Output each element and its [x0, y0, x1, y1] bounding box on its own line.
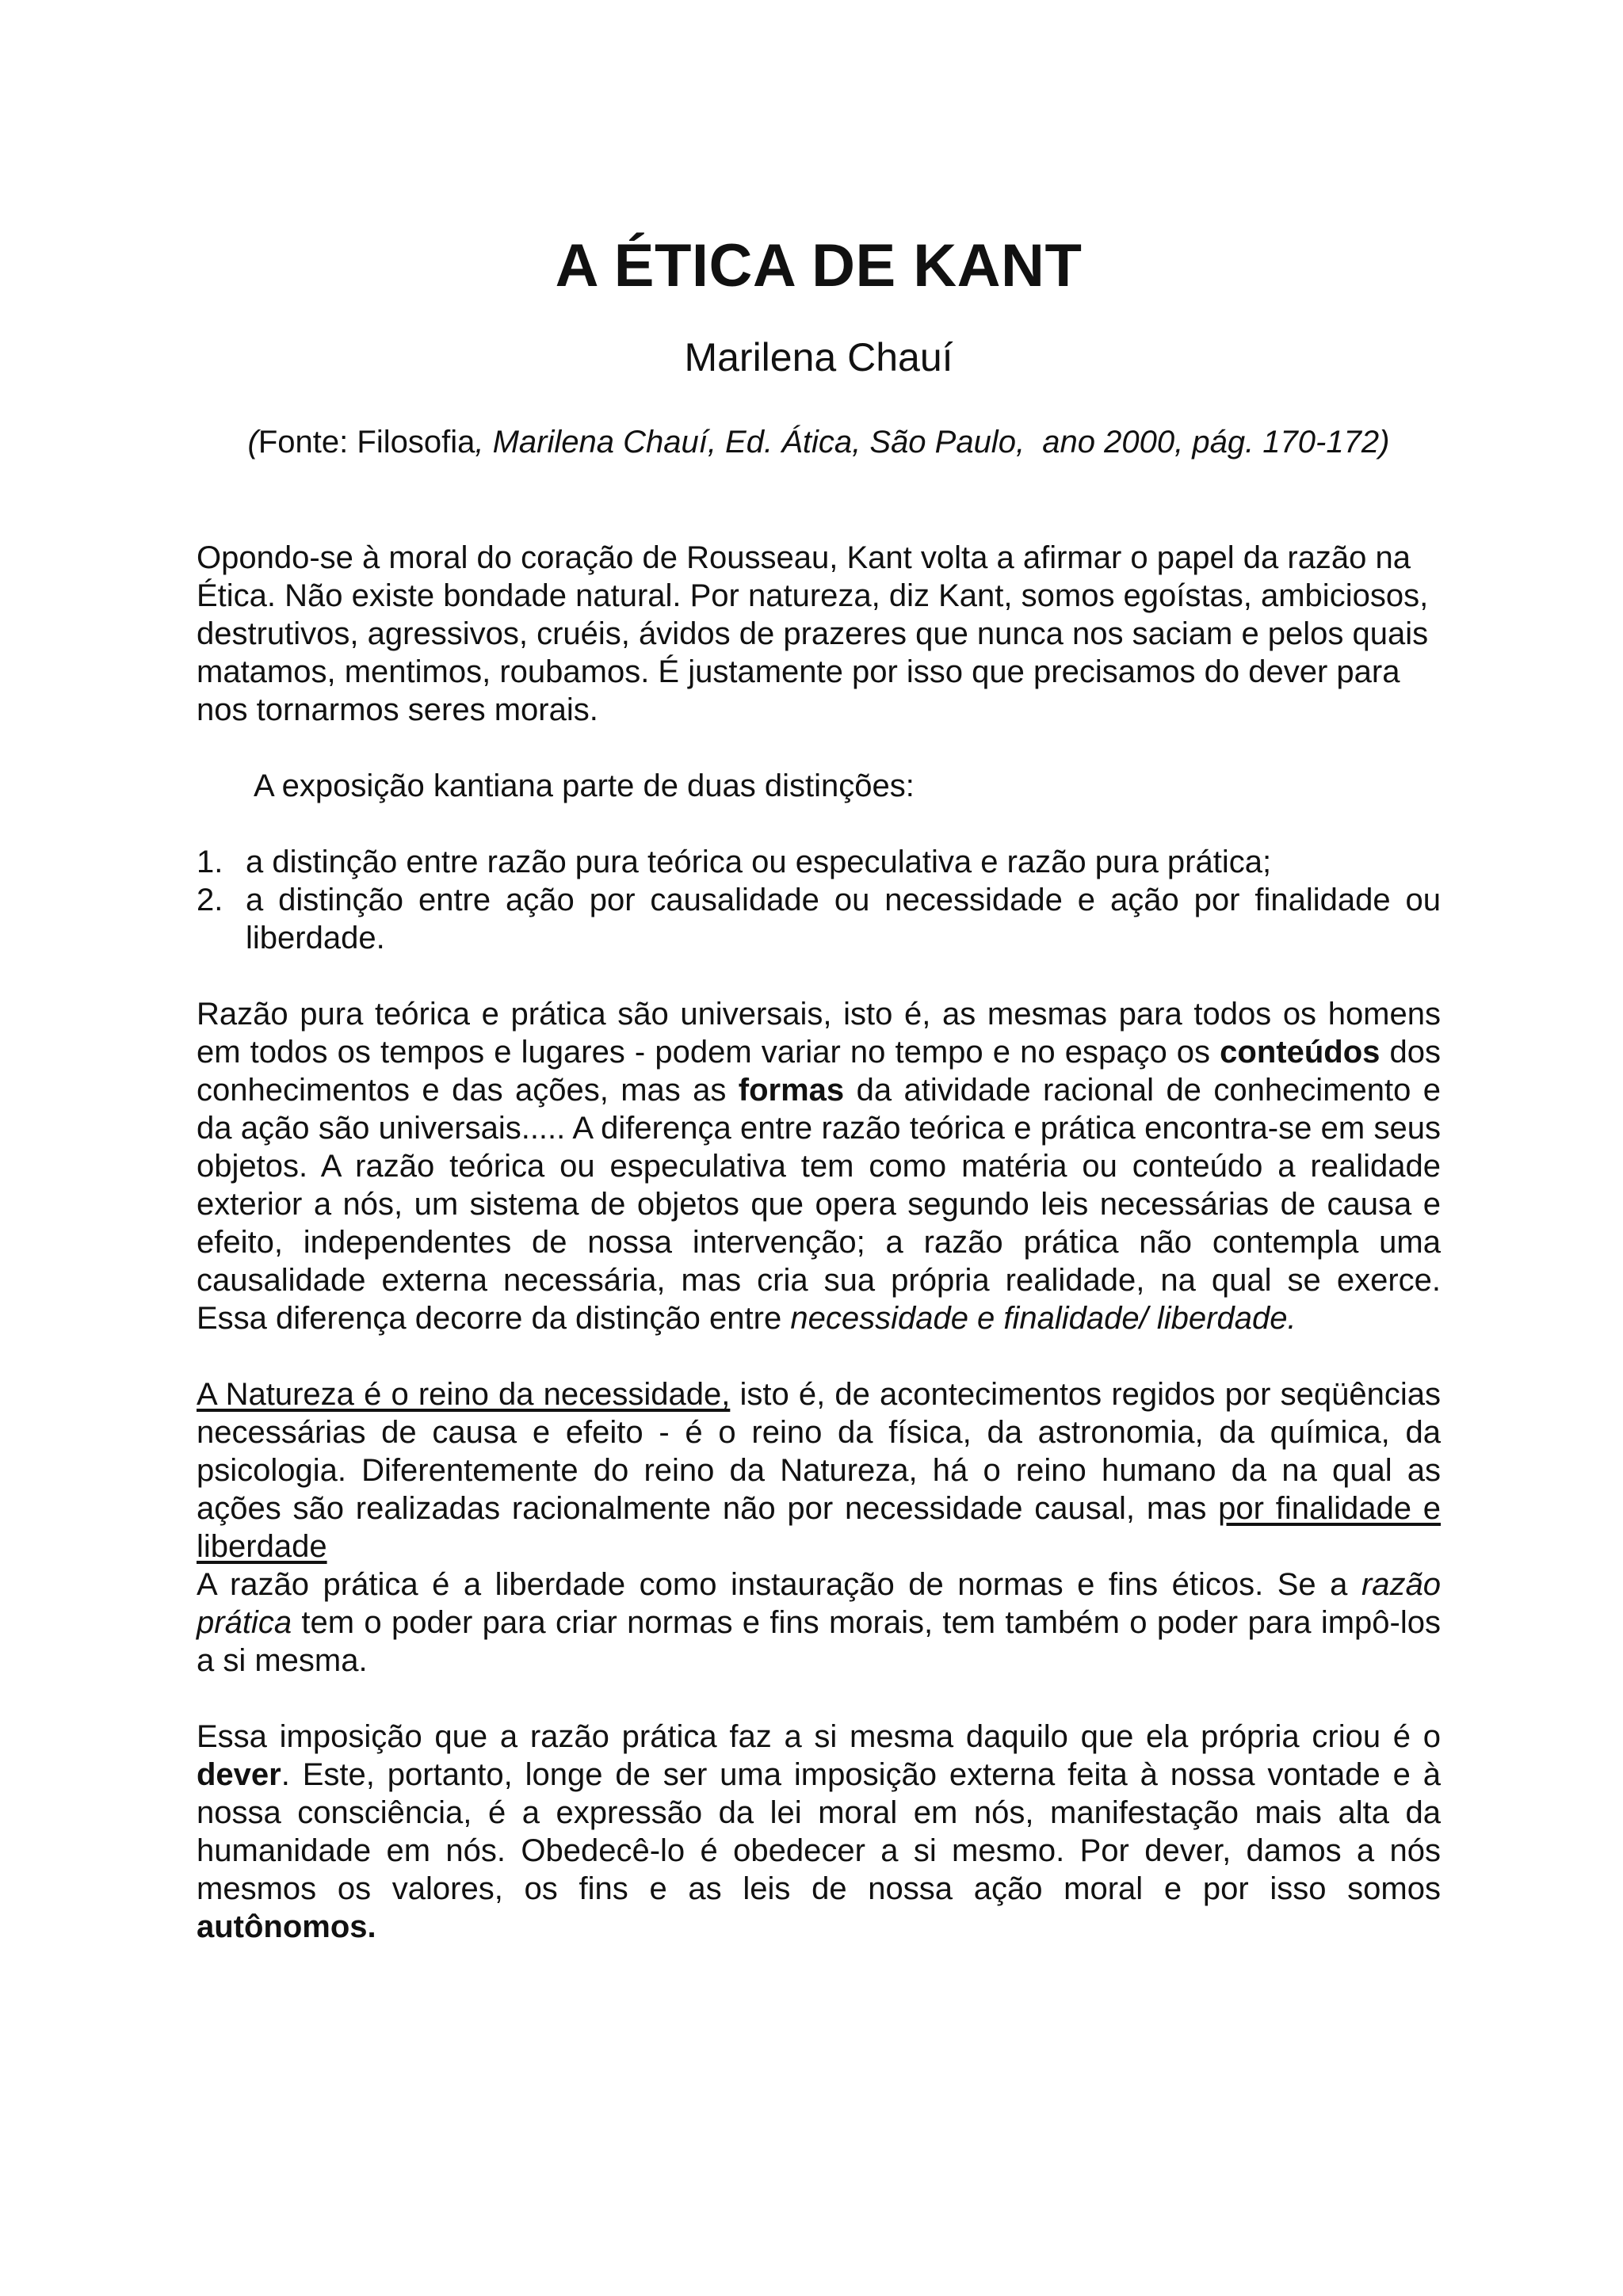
underlined-phrase-finalidade: por finalidade e liberdade: [197, 1491, 1441, 1564]
italic-term-necessidade: necessidade e finalidade/ liberdade.: [790, 1301, 1296, 1336]
document-title: A ÉTICA DE KANT: [555, 232, 1083, 299]
italic-term-razao-pratica: razão prática: [197, 1567, 1441, 1640]
paragraph-exposition: A exposição kantiana parte de duas distinções:: [254, 769, 915, 803]
source-details: , Marilena Chauí, Ed. Ática, São Paulo, ano 2000, pág. 170-172): [475, 425, 1390, 460]
text-run: Essa imposição que a razão prática faz a si mesma daquilo que ela própria criou é o: [197, 1719, 1441, 1754]
source-open-paren: (: [247, 425, 258, 460]
bold-term-dever: dever: [197, 1757, 281, 1792]
bold-term-autonomos: autônomos.: [197, 1909, 376, 1944]
paragraph-practical-reason: [197, 1566, 1441, 1680]
list-item-number: 2.: [197, 883, 223, 917]
paragraph-nature: [197, 1375, 1441, 1566]
source-fonte: Fonte: Filosofia: [258, 425, 475, 460]
document-body: [197, 539, 1441, 1946]
underlined-phrase-natureza: A Natureza é o reino da necessidade,: [197, 1377, 731, 1412]
text-run: tem o poder para criar normas e fins morais, tem também o poder para impô-los a si mesma.: [197, 1605, 1441, 1678]
text-run: dos conhecimentos e das ações, mas as: [197, 1035, 1442, 1108]
list-item-number: 1.: [197, 845, 223, 879]
bold-term-formas: formas: [738, 1073, 845, 1108]
author-name: Marilena Chauí: [684, 335, 953, 379]
source-citation: [197, 421, 1441, 463]
bold-term-conteudos: conteúdos: [1220, 1035, 1381, 1070]
paragraph-duty: [197, 1718, 1441, 1946]
text-run: A razão prática é a liberdade como instauração de normas e fins éticos. Se a: [197, 1567, 1361, 1602]
text-run: isto é, de acontecimentos regidos por seqüências necessárias de causa e efeito - é o reino da física, da astronomia, da química, da psicologia. Diferentemente do reino da Natureza, há o reino humano da na qual as ações são realizadas racionalmente não por necessidade causal, mas: [197, 1377, 1441, 1526]
paragraph-reason: [197, 995, 1441, 1337]
distinctions-list: [197, 843, 1441, 957]
list-item-text: a distinção entre razão pura teórica ou especulativa e razão pura prática;: [246, 845, 1272, 879]
text-run: . Este, portanto, longe de ser uma imposição externa feita à nossa vontade e à nossa consciência, é a expressão da lei moral em nós, manifestação mais alta da humanidade em nós. Obedecê-lo é obedecer a si mesmo. Por dever, damos a nós mesmos os valores, os fins e as leis de nossa ação moral e por isso somos: [197, 1757, 1441, 1906]
text-run: Razão pura teórica e prática são universais, isto é, as mesmas para todos os homens em todos os tempos e lugares - podem variar no tempo e no espaço os: [197, 997, 1441, 1070]
list-item: [197, 843, 1441, 881]
list-item-text: a distinção entre ação por causalidade ou necessidade e ação por finalidade ou liberdade.: [246, 883, 1441, 955]
text-run: da atividade racional de conhecimento e da ação são universais..... A diferença entre razão teórica e prática encontra-se em seus objetos. A razão teórica ou especulativa tem como matéria ou conteúdo a realidade exterior a nós, um sistema de objetos que opera segundo leis necessárias de causa e efeito, independentes de nossa intervenção; a razão prática não contempla uma causalidade externa necessária, mas cria sua própria realidade, na qual se exerce. Essa diferença decorre da distinção entre: [197, 1073, 1441, 1336]
list-item: [197, 881, 1441, 957]
paragraph-intro: Opondo-se à moral do coração de Rousseau, Kant volta a afirmar o papel da razão na Ética. Não existe bondade natural. Por natureza, diz Kant, somos egoístas, ambiciosos, destrutivos, agressivos, cruéis, ávidos de prazeres que nunca nos saciam e pelos quais matamos, mentimos, roubamos. É justamente por isso que precisamos do dever para nos tornarmos seres morais.: [197, 540, 1429, 727]
